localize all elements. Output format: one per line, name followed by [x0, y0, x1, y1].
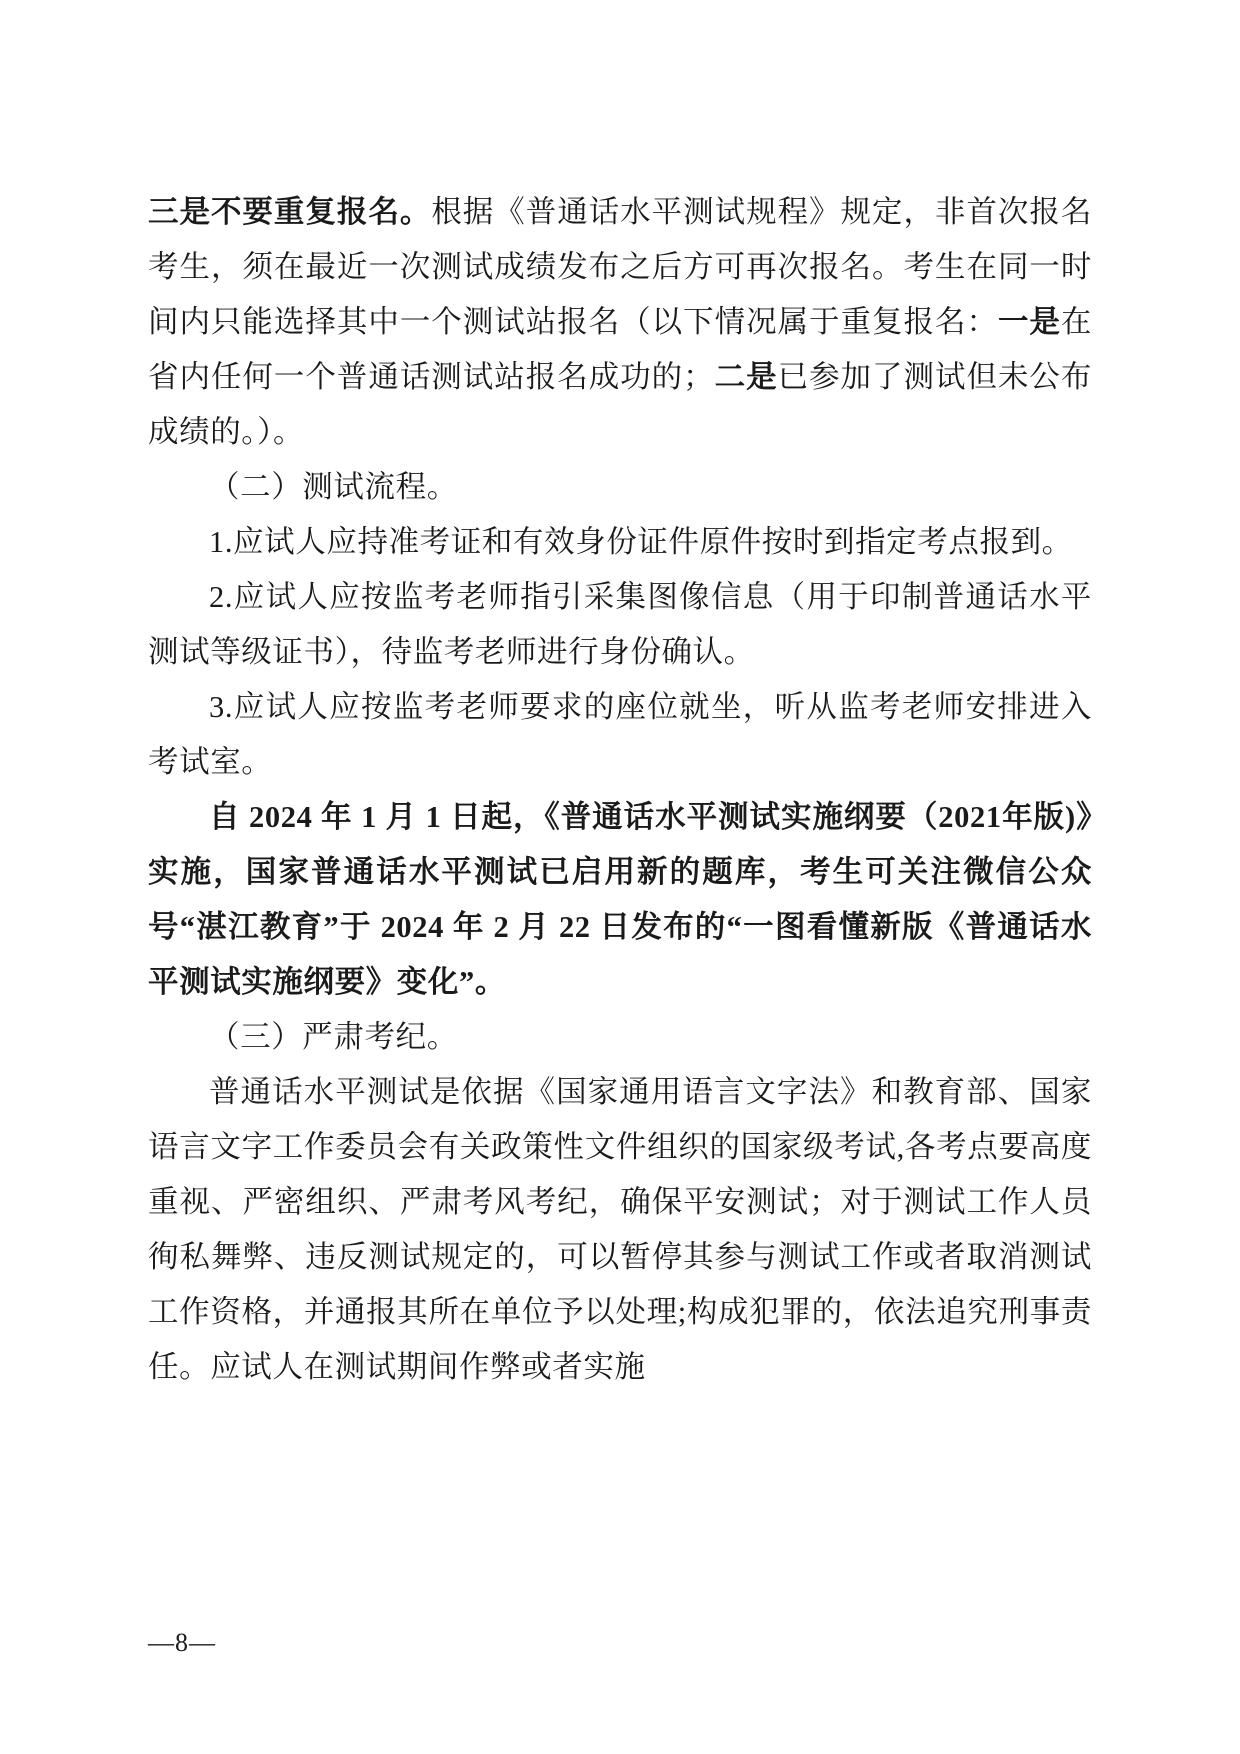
- paragraph-inline-bold-1: 一是: [997, 305, 1061, 339]
- page-footer: [148, 1628, 1092, 1658]
- document-body: [148, 185, 1092, 1395]
- paragraph-duplicate-registration: [148, 185, 1092, 460]
- paragraph-item-2: 2.应试人应按监考老师指引采集图像信息（用于印制普通话水平测试等级证书），待监考老师进行身份确认。: [148, 580, 1092, 669]
- paragraph-text-3: 已参加了测试但未公布成绩的。）。: [148, 360, 1093, 449]
- paragraph-item-3: 3.应试人应按监考老师要求的座位就坐，听从监考老师安排进入考试室。: [148, 690, 1092, 779]
- page-number: —8—: [148, 1628, 216, 1657]
- paragraph-text-2: 在省内任何一个普通话测试站报名成功的；: [148, 305, 1093, 394]
- heading-test-process: （二）测试流程。: [209, 470, 458, 504]
- paragraph-item-1: 1.应试人应持准考证和有效身份证件原件按时到指定考点报到。: [209, 525, 1073, 559]
- paragraph-new-outline-notice: 自 2024 年 1 月 1 日起，《普通话水平测试实施纲要（2021年版)》实施，国家普通话水平测试已启用新的题库，考生可关注微信公众号“湛江教育”于 2024 年 2 月 22 日发布的“一图看懂新版《普通话水平测试实施纲要》变化”。: [148, 800, 1092, 999]
- paragraph-inline-bold-2: 二是: [714, 360, 778, 394]
- paragraph-discipline-body: 普通话水平测试是依据《国家通用语言文字法》和教育部、国家语言文字工作委员会有关政策性文件组织的国家级考试,各考点要高度重视、严密组织、严肃考风考纪，确保平安测试；对于测试工作人员徇私舞弊、违反测试规定的，可以暂停其参与测试工作或者取消测试工作资格，并通报其所在单位予以处理;构成犯罪的，依法追究刑事责任。应试人在测试期间作弊或者实施: [148, 1075, 1092, 1384]
- paragraph-text-1: 根据《普通话水平测试规程》规定，非首次报名考生，须在最近一次测试成绩发布之后方可再次报名。考生在同一时间内只能选择其中一个测试站报名（以下情况属于重复报名：: [148, 195, 1092, 339]
- paragraph-lead-bold: 三是不要重复报名。: [148, 195, 432, 229]
- heading-exam-discipline: （三）严肃考纪。: [209, 1020, 458, 1054]
